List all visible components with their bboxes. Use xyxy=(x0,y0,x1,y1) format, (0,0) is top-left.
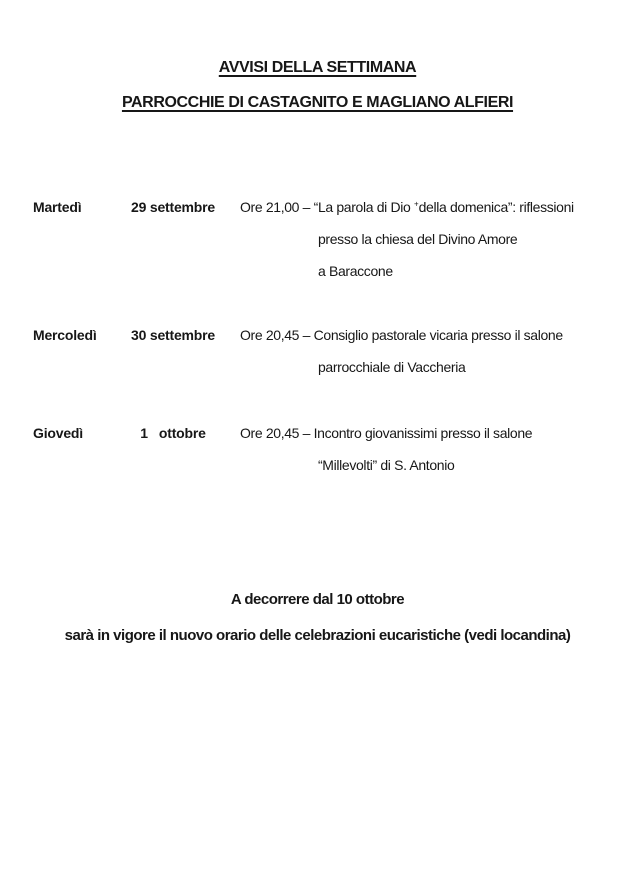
entry-date: 30 settembre xyxy=(131,327,215,343)
entry-date: 1 ottobre xyxy=(140,425,206,441)
entry-date: 29 settembre xyxy=(131,199,215,215)
entry-description-line: presso la chiesa del Divino Amore xyxy=(318,231,518,247)
entry-description-line xyxy=(240,199,574,215)
entry-description-line: “Millevolti” di S. Antonio xyxy=(318,457,455,473)
entry-day: Mercoledì xyxy=(33,327,97,343)
entry-description-text: Ore 21,00 – “La parola di Dio xyxy=(240,199,414,215)
entry-description-line: parrocchiale di Vaccheria xyxy=(318,359,466,375)
notice-line: A decorrere dal 10 ottobre xyxy=(230,591,405,608)
notice-line: sarà in vigore il nuovo orario delle celebrazioni eucaristiche (vedi locandina) xyxy=(64,627,571,644)
page-subtitle: PARROCCHIE DI CASTAGNITO E MAGLIANO ALFIERI xyxy=(121,94,514,111)
entry-day: Giovedì xyxy=(33,425,83,441)
page-title: AVVISI DELLA SETTIMANA xyxy=(218,59,417,76)
entry-description-line: Ore 20,45 – Consiglio pastorale vicaria presso il salone xyxy=(240,327,563,343)
entry-description-line: Ore 20,45 – Incontro giovanissimi presso il salone xyxy=(240,425,533,441)
entry-description-line: a Baraccone xyxy=(318,263,393,279)
entry-description-text: della domenica”: riflessioni xyxy=(418,199,574,215)
entry-day: Martedì xyxy=(33,199,82,215)
footnote-mark: + xyxy=(413,199,419,209)
